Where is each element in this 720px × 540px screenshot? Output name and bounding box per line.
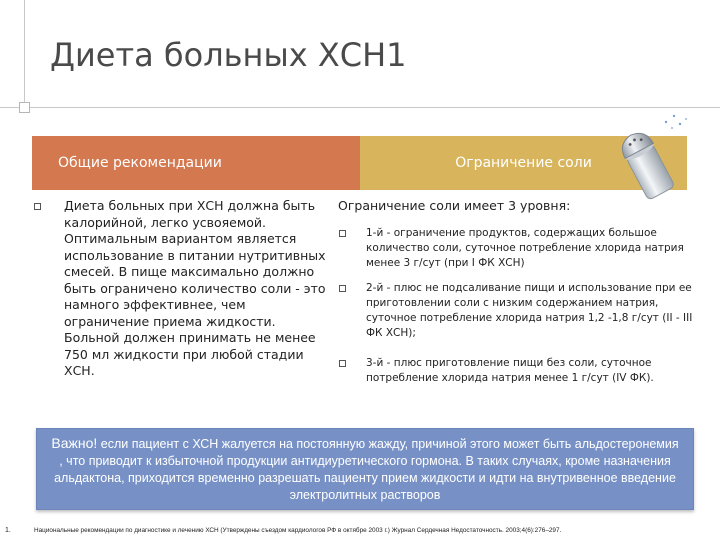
slide-title: Диета больных ХСН1 [50,36,407,74]
salt-level-3-text: 3-й - плюс приготовление пищи без соли, суточное потребление хлорида натрия менее 1 г/сут (IV ФК). [366,357,654,384]
salt-restriction-intro: Ограничение соли имеет 3 уровня: [338,198,571,213]
important-note-label: Важно! [51,435,98,451]
left-section-header-label: Общие рекомендации [58,155,222,171]
square-bullet-icon [339,285,346,292]
important-note [36,428,694,510]
salt-shaker-icon [604,110,694,206]
right-section-header-label: Ограничение соли [455,155,592,171]
decor-corner-square [19,102,30,113]
footnote-text: Национальные рекомендации по диагностике и лечению ХСН (Утверждены съездом кардиологов РФ в октябре 2003 г.) Журнал Сердечная Недостаточность. 2003;4(6):276–297. [34,527,562,534]
square-bullet-icon [339,360,346,367]
square-bullet-icon [34,203,41,210]
salt-level-2-text: 2-й - плюс не подсаливание пищи и использование при ее приготовлении соли с низким содержанием натрия, суточное потребление хлорида натрия 1,2 -1,8 г/сут (II - III ФК ХСН); [366,282,693,339]
important-note-text: если пациент с ХСН жалуется на постоянную жажду, причиной этого может быть альдостеронемия , что приводит к избыточной продукции антидиуретического гормона. В таких случаях, кроме назначения альдактона, приходится временно разрешать пациенту прием жидкости и идти на внутривенное введение электролитных растворов [54,437,679,502]
footnote-number: 1. [5,527,11,534]
general-recommendations-text: Диета больных при ХСН должна быть калорийной, легко усвояемой. Оптимальным вариантом является использование в питании нутритивных смесей. В пище максимально должно быть ограничено количество соли - это намного эффективнее, чем ограничение приема жидкости. Больной должен принимать не менее 750 мл жидкости при любой стадии ХСН. [64,198,326,378]
left-section-header [32,136,360,190]
salt-level-1-text: 1-й - ограничение продуктов, содержащих большое количество соли, суточное потребление хлорида натрия менее 3 г/сут (при I ФК ХСН) [366,227,684,269]
decor-horizontal-line [0,107,720,108]
square-bullet-icon [339,230,346,237]
decor-vertical-line [24,0,25,108]
